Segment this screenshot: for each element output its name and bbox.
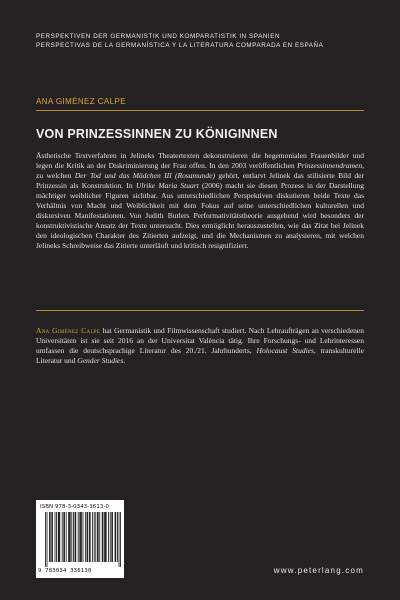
work-title: Prinzessinnendramen <box>297 160 363 170</box>
book-title: VON PRINZESSINNEN ZU KÖNIGINNEN <box>36 127 278 141</box>
bio-author-name: Ana Giménez Calpe <box>36 326 101 335</box>
bio-italic-term: Gender Studies <box>77 355 124 365</box>
series-title <box>36 32 376 50</box>
barcode-bars-icon <box>45 512 121 567</box>
barcode-digits: 9 783034 336130 <box>38 568 92 574</box>
bio-segment: hat Germanistik und Filmwissenschaft studiert. Nach Lehraufträgen an verschiedenen Universitäten ist sie seit 2016 an der Universitat València tätig. Ihre Forschungs- und Lehrinteressen umfassen die deutschsprachige Literatur des 20./21. Jahrhunderts, <box>36 326 364 355</box>
author-name: ANA GIMÉNEZ CALPE <box>36 97 126 106</box>
abstract-segment: gehört, entlarvt Jelinek das stilisierte Bild der Prinzessin als Konstruktion. In <box>36 170 364 190</box>
abstract-text <box>36 151 364 251</box>
abstract-segment: , zu welchen <box>36 160 364 180</box>
work-title: Der Tod und das Mädchen III (Rosamunde) <box>74 170 215 180</box>
series-title-german: PERSPEKTIVEN DER GERMANISTIK UND KOMPARATISTIK IN SPANIEN <box>36 33 281 40</box>
divider-bottom <box>36 310 364 311</box>
series-title-spanish: PERSPECTIVAS DE LA GERMANÍSTICA Y LA LITERATURA COMPARADA EN ESPAÑA <box>36 42 324 49</box>
bio-segment: . <box>123 355 126 365</box>
bio-segment: , transkulturelle Literatur und <box>36 345 364 365</box>
isbn-label: ISBN 978-3-0343-3613-0 <box>40 504 110 510</box>
abstract-segment: (2006) macht sie diesen Prozess in der Darstellung mächtiger weiblicher Figuren sichtbar. Aus unterschiedlichen Perspektiven diskutieren beide Texte das Verhältnis von Macht und Weiblichkeit mit dem Fokus auf seine unterschiedlichen kulturellen und diskursiven Manifestationen. Von Judith Butlers Performativitätstheorie ausgehend wird besonders der konstruktivistische Ansatz der Texte untersucht. Dies ermöglicht herauszustellen, wie das Zitat bei Jelinek den ideologischen Charakter des Zitierten aufzeigt, und die Mechanismen zu analysieren, mit welchen Jelineks Schreibweise das Zitierte unterläuft und kritisch resignifiziert. <box>36 180 364 250</box>
bio-italic-term: Holocaust Studies <box>256 345 314 355</box>
work-title: Ulrike Maria Stuart <box>135 180 199 190</box>
publisher-website: www.peterlang.com <box>273 566 364 575</box>
abstract-segment: Ästhetische Textverfahren in Jelineks Theatertexten dekonstruieren die hegemonialen Frauenbilder und legen die Kritik an der Diskriminierung der Frau offen. In den 2003 veröffentlichen <box>36 151 364 170</box>
barcode <box>36 500 124 578</box>
divider-top <box>36 110 364 111</box>
author-bio <box>36 326 364 366</box>
